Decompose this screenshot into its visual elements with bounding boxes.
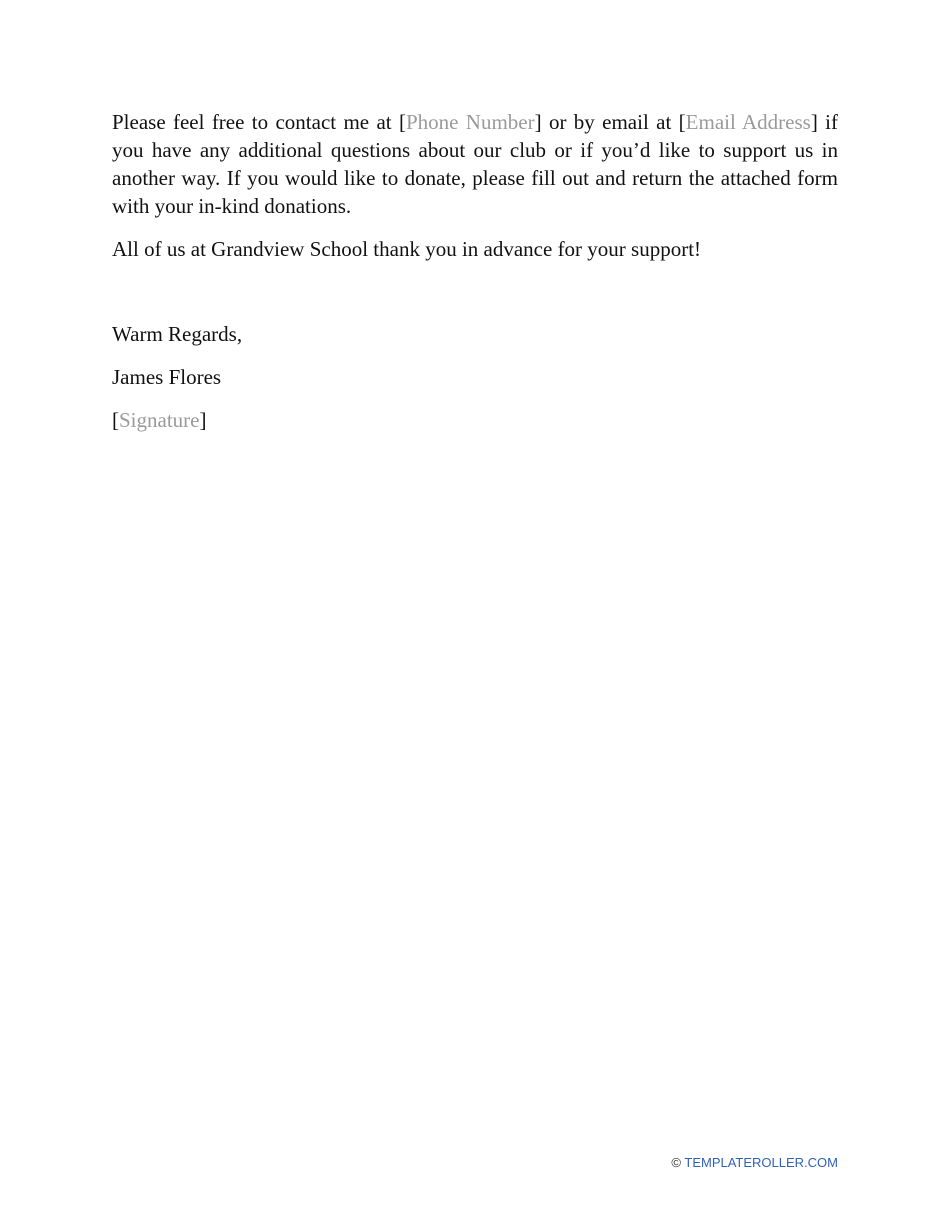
- signature-close-bracket: ]: [199, 408, 207, 432]
- contact-text-part1: Please feel free to contact me at [: [112, 110, 406, 134]
- templateroller-link[interactable]: TEMPLATEROLLER.COM: [684, 1155, 838, 1170]
- signature-placeholder: Signature: [119, 408, 200, 432]
- footer-credit: [671, 1155, 838, 1170]
- contact-text-part3: ] if you have any additional questions about our club or if you’d like to support us in another way. If you would like to donate, please fill out and return the attached form with your in-kind donations.: [112, 110, 838, 218]
- copyright-icon: ©: [671, 1155, 681, 1170]
- sender-name: James Flores: [112, 365, 222, 389]
- email-address-placeholder: Email Address: [685, 110, 811, 134]
- contact-paragraph: [112, 108, 838, 220]
- signature-line: [112, 406, 838, 434]
- phone-number-placeholder: Phone Number: [405, 110, 535, 134]
- signature-open-bracket: [: [112, 408, 119, 432]
- contact-text-part2: ] or by email at [: [534, 110, 686, 134]
- letter-body: [112, 108, 838, 434]
- closing-line: Warm Regards,: [112, 322, 243, 346]
- thank-you-paragraph: All of us at Grandview School thank you in advance for your support!: [112, 237, 702, 261]
